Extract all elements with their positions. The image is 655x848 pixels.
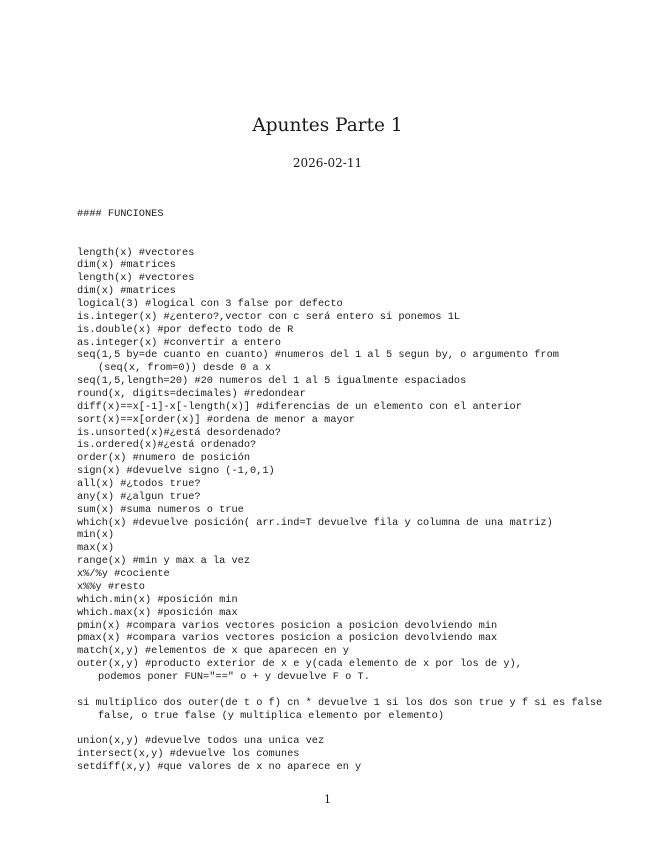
code-line: order(x) #numero de posición [77, 452, 251, 465]
code-line: is.unsorted(x)#¿está desordenado? [77, 426, 281, 439]
blank-line [77, 221, 577, 234]
code-line: is.ordered(x)#¿está ordenado? [77, 439, 257, 452]
code-line: round(x, digits=decimales) #redondear [77, 388, 306, 401]
code-line: pmin(x) #compara varios vectores posicion a posicion devolviendo min [77, 619, 498, 632]
blank-line [77, 684, 577, 697]
code-line: logical(3) #logical con 3 false por defecto [77, 298, 343, 311]
code-line: any(x) #¿algun true? [77, 490, 201, 503]
document-title: Apuntes Parte 1 [252, 115, 403, 136]
code-line: which.min(x) #posición min [77, 593, 238, 606]
code-line: sum(x) #suma numeros o true [77, 503, 244, 516]
code-line: outer(x,y) #producto exterior de x e y(cada elemento de x por los de y), [77, 658, 522, 671]
code-line: dim(x) #matrices [77, 285, 176, 298]
page-number: 1 [324, 793, 331, 806]
code-line: length(x) #vectores [77, 246, 195, 259]
code-line: length(x) #vectores [77, 272, 195, 285]
code-line-continuation: podemos poner FUN="==" o + y devuelve F o T. [98, 670, 370, 683]
section-heading: #### FUNCIONES [77, 208, 164, 220]
code-line: pmax(x) #compara varios vectores posicion a posicion devolviendo max [77, 632, 498, 645]
code-line-continuation: false, o true false (y multiplica elemento por elemento) [98, 709, 445, 722]
code-line: all(x) #¿todos true? [77, 478, 201, 491]
code-line: is.double(x) #por defecto todo de R [77, 323, 294, 336]
code-line: x%%y #resto [77, 580, 145, 593]
code-line: dim(x) #matrices [77, 259, 176, 272]
blank-line [77, 234, 577, 247]
code-line: seq(1,5 by=de cuanto en cuanto) #numeros del 1 al 5 segun by, o argumento from [77, 349, 559, 362]
code-line: which.max(x) #posición max [77, 606, 238, 619]
code-line: which(x) #devuelve posición( arr.ind=T devuelve fila y columna de una matriz) [77, 516, 553, 529]
code-line: sort(x)==x[order(x)] #ordena de menor a mayor [77, 413, 356, 426]
code-line: diff(x)==x[-1]-x[-length(x)] #diferencias de un elemento con el anterior [77, 400, 522, 413]
code-line: is.integer(x) #¿entero?,vector con c será entero si ponemos 1L [77, 310, 461, 323]
document-date: 2026-02-11 [292, 156, 363, 170]
code-line: setdiff(x,y) #que valores de x no aparece en y [77, 760, 362, 773]
code-line: intersect(x,y) #devuelve los comunes [77, 748, 300, 761]
code-line: seq(1,5,length=20) #20 numeros del 1 al 5 igualmente espaciados [77, 375, 467, 388]
code-block [77, 208, 603, 774]
code-line-continuation: (seq(x, from=0)) desde 0 a x [98, 362, 272, 375]
code-line: as.integer(x) #convertir a entero [77, 336, 281, 349]
code-line: min(x) [77, 529, 115, 542]
blank-line [77, 722, 577, 735]
code-line: x%/%y #cociente [77, 568, 170, 581]
code-line: sign(x) #devuelve signo (-1,0,1) [77, 465, 275, 478]
code-line: max(x) [77, 542, 115, 555]
code-line: range(x) #min y max a la vez [77, 555, 251, 568]
code-line: match(x,y) #elementos de x que aparecen en y [77, 645, 349, 658]
code-line: si multiplico dos outer(de t o f) cn * devuelve 1 si los dos son true y f si es false [77, 696, 603, 709]
code-line: union(x,y) #devuelve todos una unica vez [77, 735, 325, 748]
